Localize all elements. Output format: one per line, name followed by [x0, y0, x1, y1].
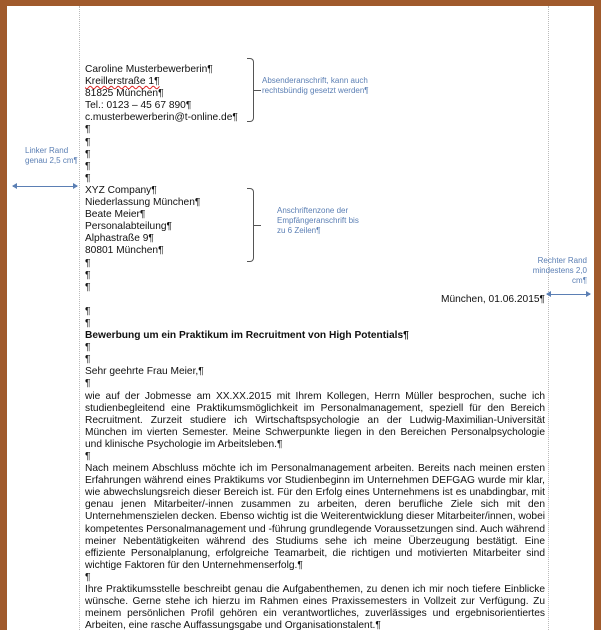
right-margin-note: Rechter Rand mindestens 2,0 cm¶	[532, 256, 587, 285]
empty-paragraph: ¶	[85, 281, 91, 293]
sender-city: 81825 München¶	[85, 88, 164, 100]
empty-paragraph: ¶	[85, 269, 91, 281]
empty-paragraph: ¶	[85, 354, 91, 366]
recipient-block	[85, 185, 545, 258]
empty-paragraph: ¶	[85, 378, 91, 390]
empty-paragraph: ¶	[85, 305, 91, 317]
body-paragraph-2: Nach meinem Abschluss möchte ich im Personalmanagement arbeiten. Bereits nach meinen ersten Erfahrungen während eines Praktikums vor Studienbeginn im Unternehmen DEFGAG wurde mir klar, wie abwechslungsreich dieser Bereich ist. Für den Erfolg eines Unternehmens ist es unabdingbar, mit genau jenen Mitarbeiter/-innen zusammen zu arbeiten, deren berufliche Ziele sich mit den Unternehmenszielen decken. Ebenso wichtig ist die Weiterentwicklung dieser Mitarbeiter/innen, wobei kompetentes Personalmanagement und -führung grundlegende Voraussetzungen sind. Auch während meiner Nebentätigkeiten während des Studiums sehe ich meine Überzeugung bestätigt. Eine effiziente Personalplanung, erfolgreiche Teamarbeit, die richtigen und motivierten Mitarbeiter sind wichtige Faktoren für den Unternehmenserfolg.¶	[85, 463, 545, 571]
empty-paragraph: ¶	[85, 160, 91, 172]
salutation: Sehr geehrte Frau Meier,¶	[85, 366, 204, 378]
empty-paragraph: ¶	[85, 342, 91, 354]
left-margin-arrow	[13, 186, 77, 187]
recipient-note: Anschriftenzone der Empfängeranschrift bis zu 6 Zeilen¶	[277, 206, 359, 235]
empty-paragraph: ¶	[85, 571, 91, 583]
empty-paragraph: ¶	[85, 136, 91, 148]
sender-block	[85, 64, 545, 124]
recipient-street: Alphastraße 9¶	[85, 233, 154, 245]
recipient-company: XYZ Company¶	[85, 184, 157, 196]
empty-paragraph: ¶	[85, 172, 91, 184]
left-margin-guide	[79, 6, 80, 630]
date-line: München, 01.06.2015¶	[440, 293, 545, 305]
left-margin-note: Linker Rand genau 2,5 cm¶	[25, 146, 78, 165]
sender-name: Caroline Musterbewerberin¶	[85, 64, 213, 75]
letter-body	[85, 64, 545, 630]
recipient-department: Personalabteilung¶	[85, 221, 173, 233]
right-margin-arrow	[547, 294, 590, 295]
empty-paragraph: ¶	[85, 451, 91, 462]
sender-note: Absenderanschrift, kann auch rechtsbündig gesetzt werden¶	[262, 76, 369, 95]
sender-phone: Tel.: 0123 – 45 67 890¶	[85, 100, 192, 112]
recipient-person: Beate Meier¶	[85, 209, 146, 221]
document-page	[7, 6, 594, 630]
empty-paragraph: ¶	[85, 124, 91, 136]
right-margin-guide	[548, 6, 549, 630]
sender-email: c.musterbewerberin@t-online.de¶	[85, 112, 238, 124]
empty-paragraph: ¶	[85, 257, 91, 269]
empty-paragraph: ¶	[85, 148, 91, 160]
sender-street: Kreillerstraße 1¶	[85, 76, 160, 88]
body-paragraph-3: Ihre Praktikumsstelle beschreibt genau die Aufgabenthemen, zu denen ich mir noch tiefere Einblicke wünsche. Gerne stehe ich hierzu im Rahmen eines Praxissemesters in Vollzeit zur Verfügung. Zu meinem persönlichen Profil gehören ein verantwortliches, zuverlässiges und ergebnisorientiertes Arbeiten, eine rasche Auffassungsgabe und Organisationstalent.¶	[85, 584, 545, 630]
subject-line: Bewerbung um ein Praktikum im Recruitment von High Potentials¶	[85, 330, 409, 342]
body-paragraph-1: wie auf der Jobmesse am XX.XX.2015 mit Ihrem Kollegen, Herrn Müller besprochen, suche ich studienbegleitend eine Praktikumsmöglichkeit im Personalmanagement, speziell für den Bereich Recruitment. Zurzeit studiere ich Wirtschaftspsychologie an der Ludwig-Maximilian-Universität München im vierten Semester. Meine Schwerpunkte liegen in den Bereichen Personalpsychologie und klinische Psychologie im Arbeitsleben.¶	[85, 390, 545, 450]
recipient-city: 80801 München¶	[85, 245, 164, 257]
recipient-branch: Niederlassung München¶	[85, 197, 201, 209]
empty-paragraph: ¶	[85, 317, 91, 329]
